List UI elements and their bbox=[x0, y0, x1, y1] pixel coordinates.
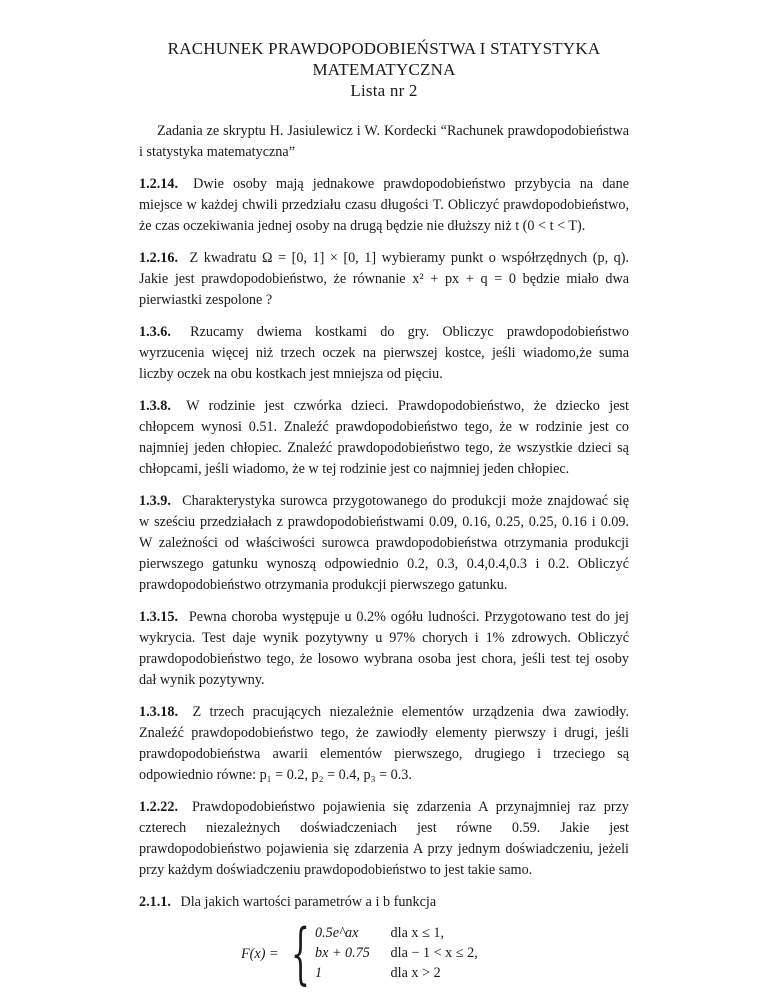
formula-row bbox=[315, 965, 441, 985]
problem-text: Dwie osoby mają jednakowe prawdopodobieństwo przybycia na dane miejsce w każdej chwili przedziału czasu długości T. Obliczyć prawdopodobieństwo, że czas oczekiwania jednej osoby na drugą będzie nie dłuższy niż t (0 < t < T). bbox=[139, 176, 629, 234]
problem-1-3-6 bbox=[139, 322, 629, 385]
formula-lhs: F(x) = bbox=[241, 946, 279, 962]
document-title bbox=[139, 38, 629, 101]
problem-number: 1.3.9. bbox=[139, 493, 171, 509]
problem-text: Z trzech pracujących niezależnie elementów urządzenia dwa zawiodły. Znaleźć prawdopodobieństwo tego, że zawiodły elementy pierwszy i drugi, jeśli prawdopodobieństwa awarii elementów pierwszego, drugiego i trzeciego są odpowiednio równe: p₁ = 0.2, p₂ = 0.4, p₃ = 0.3. bbox=[139, 704, 630, 783]
formula-condition: dla x > 2 bbox=[390, 965, 441, 981]
formula-expression: 0.5e^ax bbox=[315, 925, 359, 941]
problem-number: 1.3.15. bbox=[139, 609, 179, 625]
problem-number: 1.3.18. bbox=[139, 704, 179, 720]
problem-number: 2.1.1. bbox=[139, 894, 171, 910]
document-page bbox=[139, 38, 630, 992]
problem-text: Rzucamy dwiema kostkami do gry. Obliczyc prawdopodobieństwo wyrzucenia więcej niż trzech oczek na pierwszej kostce, jeśli wiadomo,że suma liczby oczek na obu kostkach jest mniejsza od pięciu. bbox=[139, 324, 630, 382]
problem-1-2-14 bbox=[139, 174, 629, 237]
problem-text: Charakterystyka surowca przygotowanego do produkcji może znajdować się w sześciu przedziałach z prawdopodobieństwami 0.09, 0.16, 0.25, 0.25, 0.16 i 0.09. W zależności od właściwości surowca prawdopodobieństwa otrzymania produkcji pierwszego gatunku wynoszą odpowiednio 0.2, 0.3, 0.4,0.4,0.3 i 0.2. Obliczyć prawdopodobieństwo otrzymania produkcji pierwszego gatunku. bbox=[139, 493, 629, 593]
title-line-1: RACHUNEK PRAWDOPODOBIEŃSTWA I STATYSTYKA bbox=[167, 39, 601, 58]
problem-text: Z kwadratu Ω = [0, 1] × [0, 1] wybieramy punkt o współrzędnych (p, q). Jakie jest prawdopodobieństwo, że równanie x² + px + q = 0 będzie miało dwa pierwiastki zespolone ? bbox=[139, 250, 630, 308]
intro-paragraph: Zadania ze skryptu H. Jasiulewicz i W. Kordecki “Rachunek prawdopodobieństwa i statystyka matematyczna” bbox=[139, 123, 629, 160]
title-line-2: MATEMATYCZNA bbox=[312, 60, 456, 79]
formula-row bbox=[315, 945, 478, 965]
list-subtitle: Lista nr 2 bbox=[350, 81, 418, 100]
problem-text: W rodzinie jest czwórka dzieci. Prawdopodobieństwo, że dziecko jest chłopcem wynosi 0.51. Znaleźć prawdopodobieństwo tego, że w rodzinie jest co najmniej jeden chłopiec. Znaleźć prawdopodobieństwo tego, że wszystkie dzieci są chłopcami, jeśli wiadomo, że w tej rodzinie jest co najmniej jeden chłopiec. bbox=[139, 398, 629, 477]
piecewise-formula bbox=[139, 915, 629, 992]
formula-condition: dla x ≤ 1, bbox=[390, 925, 445, 941]
problem-text: Pewna choroba występuje u 0.2% ogółu ludności. Przygotowano test do jej wykrycia. Test daje wynik pozytywny u 97% chorych i 1% zdrowych. Obliczyć prawdopodobieństwo tego, że losowo wybrana osoba jest chora, jeśli test tej osoby dał wynik pozytywny. bbox=[139, 609, 630, 688]
problem-number: 1.2.16. bbox=[139, 250, 179, 266]
problem-1-2-22 bbox=[139, 797, 629, 881]
problem-text: Dla jakich wartości parametrów a i b funkcja bbox=[180, 894, 437, 910]
problem-1-3-9 bbox=[139, 491, 629, 596]
problem-number: 1.3.8. bbox=[139, 398, 171, 414]
problem-number: 1.2.22. bbox=[139, 799, 179, 815]
formula-brace: { bbox=[291, 915, 310, 992]
problem-1-3-15 bbox=[139, 607, 629, 691]
formula-condition: dla − 1 < x ≤ 2, bbox=[390, 945, 478, 961]
formula-expression: bx + 0.75 bbox=[315, 945, 370, 961]
formula-expression: 1 bbox=[315, 965, 323, 981]
problem-text: Prawdopodobieństwo pojawienia się zdarzenia A przynajmniej raz przy czterech niezależnych doświadczeniach jest równe 0.59. Jakie jest prawdopodobieństwo pojawienia się zdarzenia A przy jednym doświadczeniu, jeżeli przy każdym doświadczeniu prawdopodobieństwo to jest takie samo. bbox=[139, 799, 629, 878]
problem-1-3-18 bbox=[139, 702, 629, 786]
problem-number: 1.2.14. bbox=[139, 176, 179, 192]
problem-1-2-16 bbox=[139, 248, 629, 311]
problem-1-3-8 bbox=[139, 396, 629, 480]
formula-row bbox=[315, 925, 444, 945]
problem-number: 1.3.6. bbox=[139, 324, 171, 340]
problem-2-1-1 bbox=[139, 892, 629, 913]
